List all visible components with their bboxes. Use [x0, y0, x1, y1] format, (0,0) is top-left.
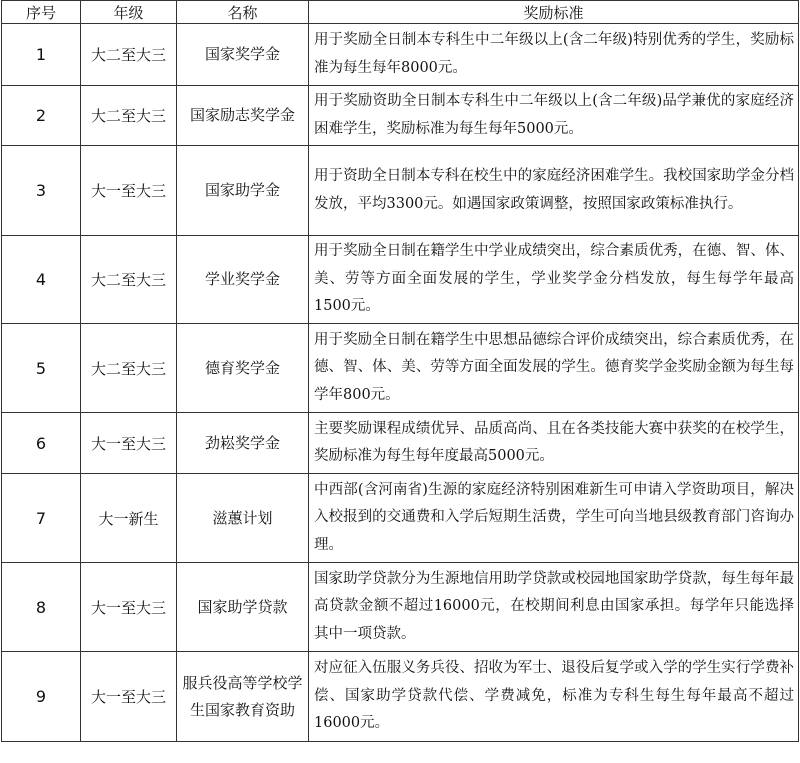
- row-index: 6: [2, 413, 81, 474]
- table-row: [2, 24, 799, 86]
- row-grade: 大二至大三: [81, 86, 177, 146]
- row-standard: 主要奖励课程成绩优异、品质高尚、且在各类技能大赛中获奖的在校学生，奖励标准为每生每年度最高5000元。: [309, 413, 799, 474]
- table-row: [2, 324, 799, 413]
- row-grade: 大二至大三: [81, 236, 177, 324]
- header-name: 名称: [177, 1, 309, 24]
- row-index: 9: [2, 652, 81, 742]
- row-name: 国家助学贷款: [177, 563, 309, 652]
- table-row: [2, 86, 799, 146]
- table-row: [2, 563, 799, 652]
- table-row: [2, 652, 799, 742]
- header-index: 序号: [2, 1, 81, 24]
- table-header-row: [2, 1, 799, 24]
- row-index: 2: [2, 86, 81, 146]
- row-index: 1: [2, 24, 81, 86]
- row-standard: 中西部(含河南省)生源的家庭经济特别困难新生可申请入学资助项目，解决入校报到的交通费和入学后短期生活费，学生可向当地县级教育部门咨询办理。: [309, 474, 799, 563]
- row-name: 劲崧奖学金: [177, 413, 309, 474]
- row-index: 4: [2, 236, 81, 324]
- row-grade: 大一至大三: [81, 563, 177, 652]
- table-row: [2, 413, 799, 474]
- row-standard: 用于奖励全日制本专科生中二年级以上(含二年级)特别优秀的学生，奖励标准为每生每年8000元。: [309, 24, 799, 86]
- row-standard: 用于奖励全日制在籍学生中思想品德综合评价成绩突出，综合素质优秀，在德、智、体、美、劳等方面全面发展的学生。德育奖学金奖励金额为每生每学年800元。: [309, 324, 799, 413]
- row-standard: 用于奖励资助全日制本专科生中二年级以上(含二年级)品学兼优的家庭经济困难学生，奖励标准为每生每年5000元。: [309, 86, 799, 146]
- row-grade: 大二至大三: [81, 324, 177, 413]
- table-row: [2, 474, 799, 563]
- row-grade: 大一至大三: [81, 652, 177, 742]
- row-index: 5: [2, 324, 81, 413]
- row-grade: 大一至大三: [81, 413, 177, 474]
- row-standard: 对应征入伍服义务兵役、招收为军士、退役后复学或入学的学生实行学费补偿、国家助学贷款代偿、学费减免，标准为专科生每生每年最高不超过16000元。: [309, 652, 799, 742]
- scholarship-table: [1, 0, 799, 742]
- header-standard: 奖励标准: [309, 1, 799, 24]
- row-name: 德育奖学金: [177, 324, 309, 413]
- row-index: 8: [2, 563, 81, 652]
- row-name: 学业奖学金: [177, 236, 309, 324]
- table-row: [2, 146, 799, 236]
- table-row: [2, 236, 799, 324]
- row-name: 滋蕙计划: [177, 474, 309, 563]
- row-index: 3: [2, 146, 81, 236]
- row-grade: 大一至大三: [81, 146, 177, 236]
- row-index: 7: [2, 474, 81, 563]
- row-grade: 大二至大三: [81, 24, 177, 86]
- row-name: 服兵役高等学校学生国家教育资助: [177, 652, 309, 742]
- header-grade: 年级: [81, 1, 177, 24]
- row-name: 国家奖学金: [177, 24, 309, 86]
- row-grade: 大一新生: [81, 474, 177, 563]
- row-name: 国家助学金: [177, 146, 309, 236]
- row-name: 国家励志奖学金: [177, 86, 309, 146]
- row-standard: 用于资助全日制本专科在校生中的家庭经济困难学生。我校国家助学金分档发放，平均3300元。如遇国家政策调整，按照国家政策标准执行。: [309, 146, 799, 236]
- row-standard: 用于奖励全日制在籍学生中学业成绩突出，综合素质优秀，在德、智、体、美、劳等方面全面发展的学生，学业奖学金分档发放，每生每学年最高1500元。: [309, 236, 799, 324]
- row-standard: 国家助学贷款分为生源地信用助学贷款或校园地国家助学贷款，每生每年最高贷款金额不超过16000元，在校期间利息由国家承担。每学年只能选择其中一项贷款。: [309, 563, 799, 652]
